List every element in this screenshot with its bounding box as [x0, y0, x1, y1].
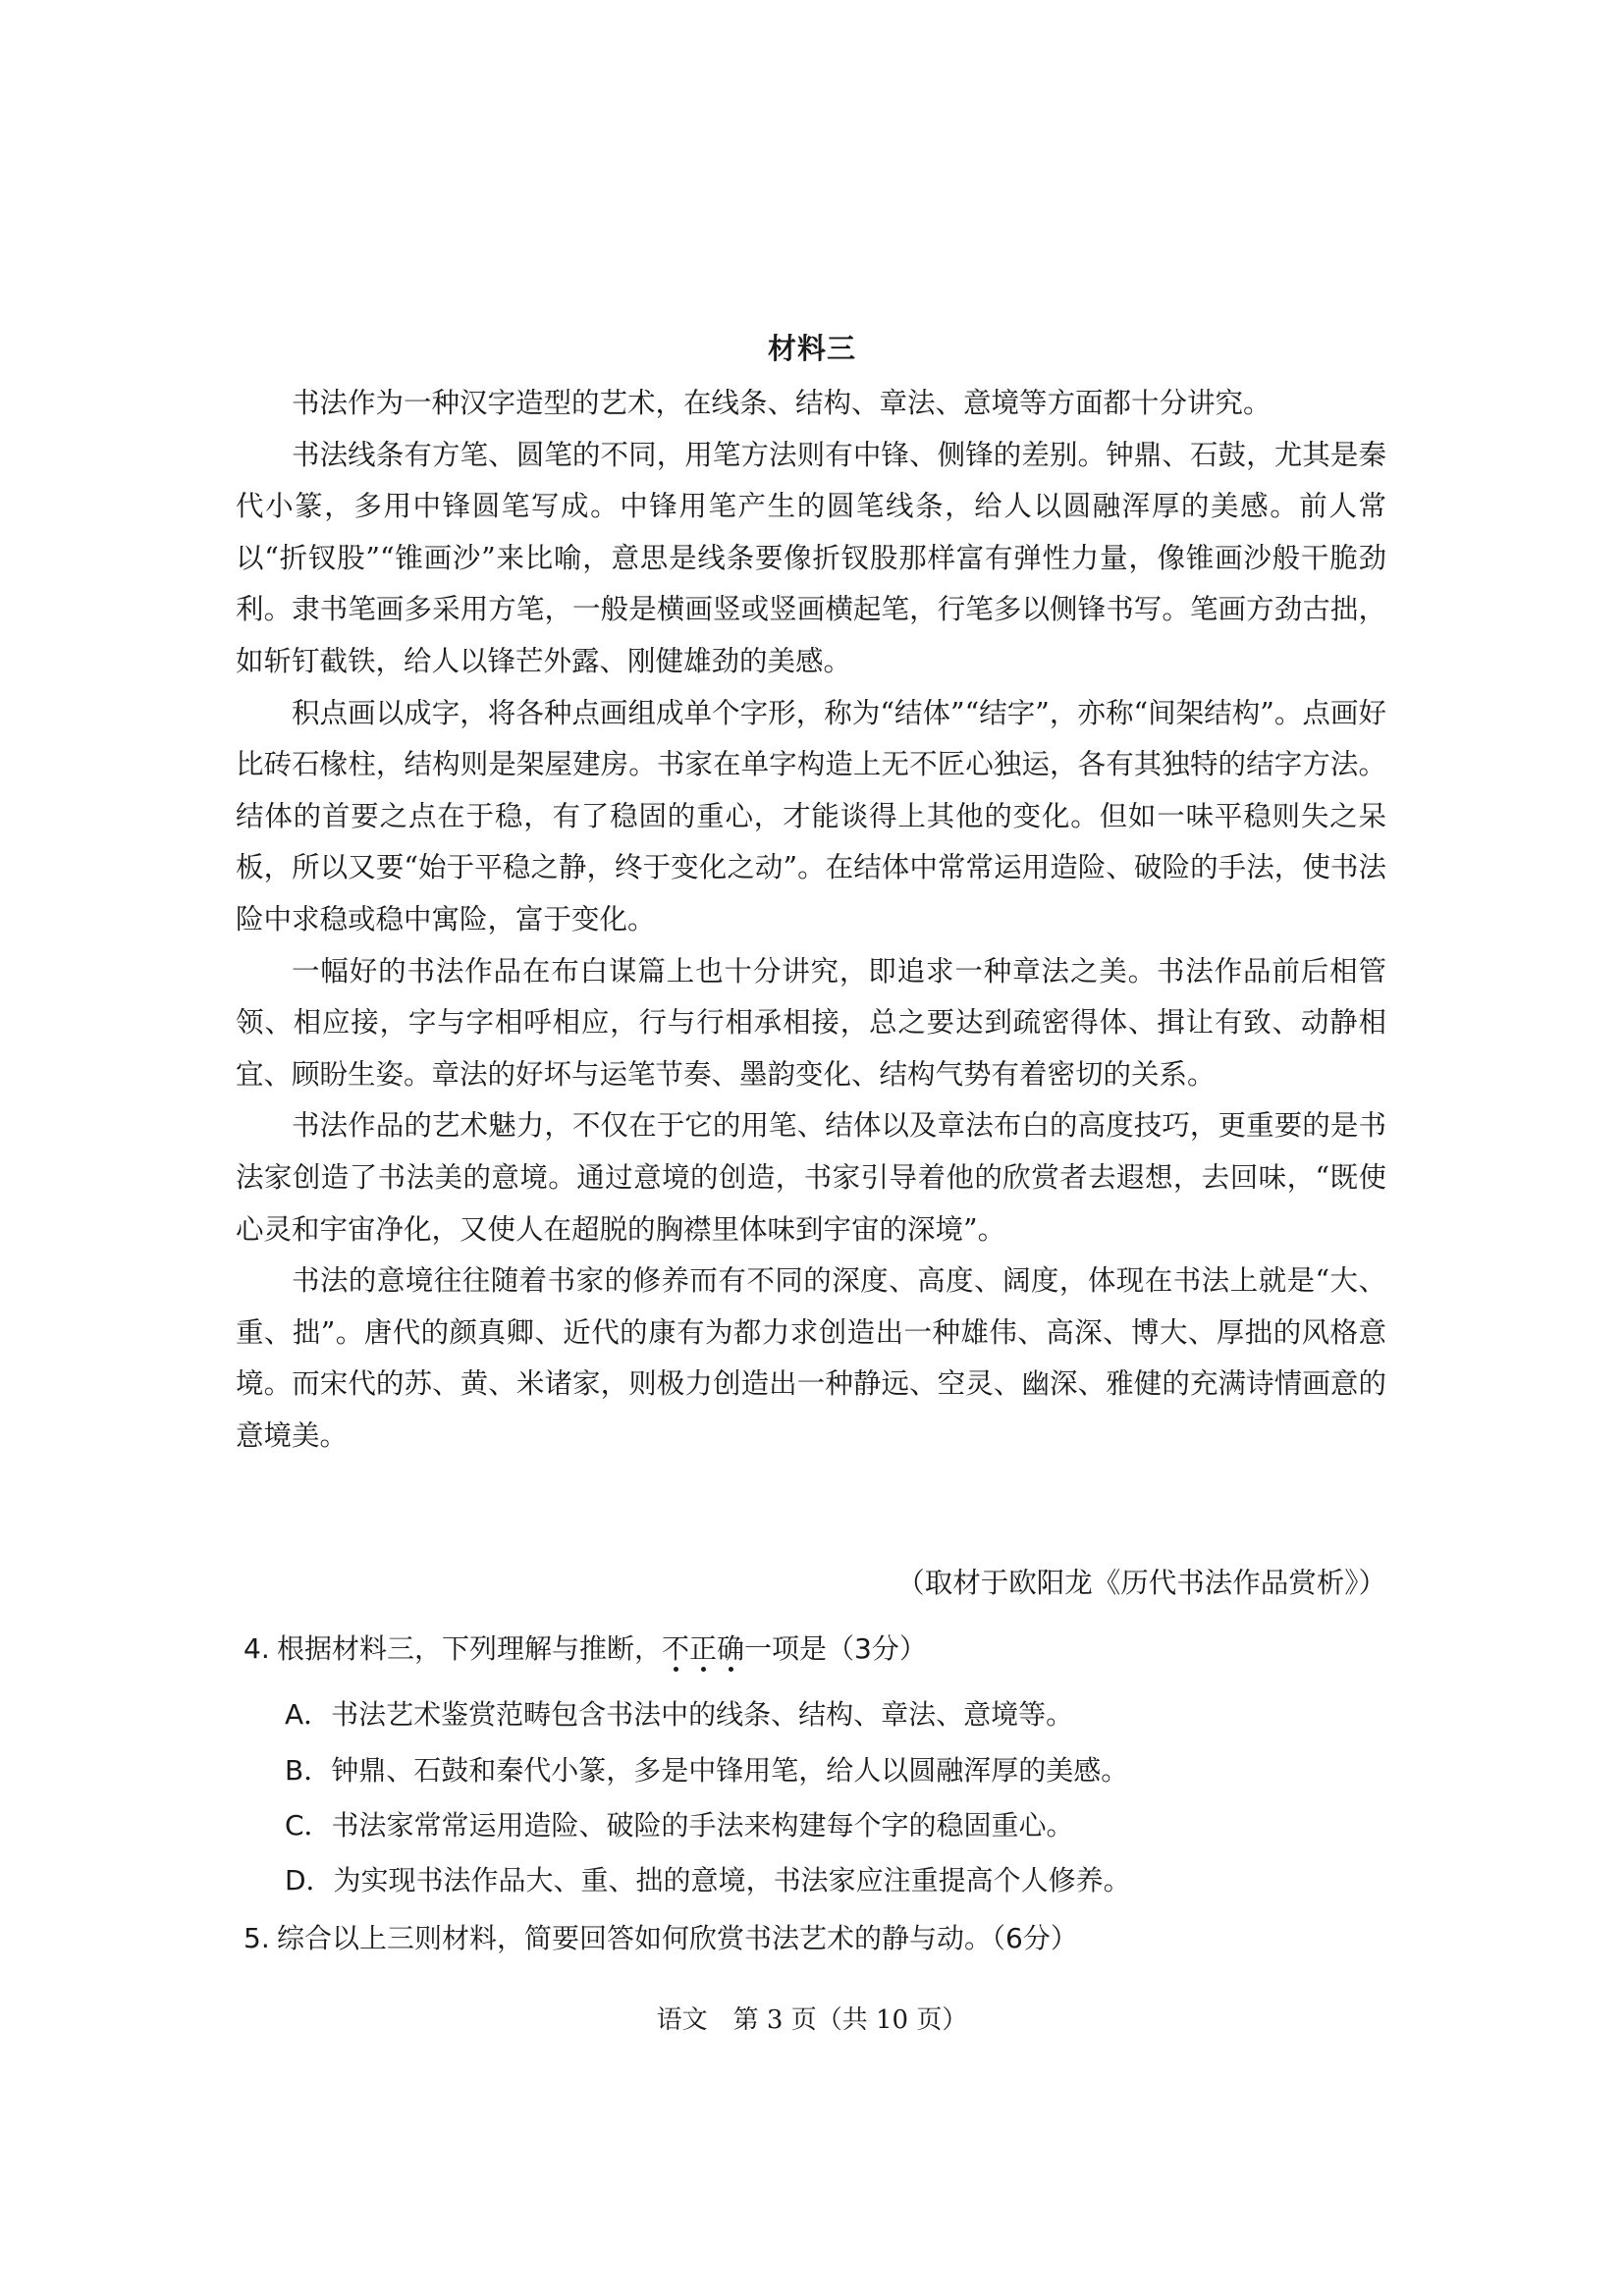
paragraph-5: 书法作品的艺术魅力，不仅在于它的用笔、结体以及章法布白的高度技巧，更重要的是书法家创造了书法美的意境。通过意境的创造，书家引导着他的欣赏者去遐想，去回味，“既使心灵和宇宙净化，又使人在超脱的胸襟里体味到宇宙的深境”。: [236, 1109, 1386, 1246]
paragraph-3: 积点画以成字，将各种点画组成单个字形，称为“结体”“结字”，亦称“间架结构”。点画好比砖石椽柱，结构则是架屋建房。书家在单字构造上无不匠心独运，各有其独特的结字方法。结体的首要之点在于稳，有了稳固的重心，才能谈得上其他的变化。但如一味平稳则失之呆板，所以又要“始于平稳之静，终于变化之动”。在结体中常常运用造险、破险的手法，使书法险中求稳或稳中寓险，富于变化。: [236, 696, 1386, 935]
source-citation: （取材于欧阳龙《历代书法作品赏析》）: [896, 1567, 1386, 1599]
material-body: [236, 378, 1386, 1462]
question-4-option-a: A．书法艺术鉴赏范畴包含书法中的线条、结构、章法、意境等。: [285, 1698, 1074, 1731]
question-5: [244, 1919, 1392, 1958]
question-4-option-b: B．钟鼎、石鼓和秦代小篆，多是中锋用笔，给人以圆融浑厚的美感。: [285, 1754, 1129, 1787]
paragraph-6: 书法的意境往往随着书家的修养而有不同的深度、高度、阔度，体现在书法上就是“大、重、拙”。唐代的颜真卿、近代的康有为都力求创造出一种雄伟、高深、博大、厚拙的风格意境。而宋代的苏、黄、米诸家，则极力创造出一种静远、空灵、幽深、雅健的充满诗情画意的意境美。: [236, 1264, 1386, 1452]
question-4-emphasis: [662, 1632, 744, 1665]
question-5-number: 5.: [244, 1922, 270, 1954]
question-4-text-before: 根据材料三，下列理解与推断，: [277, 1632, 663, 1665]
paragraph-2: 书法线条有方笔、圆笔的不同，用笔方法则有中锋、侧锋的差别。钟鼎、石鼓，尤其是秦代小篆，多用中锋圆笔写成。中锋用笔产生的圆笔线条，给人以圆融浑厚的美感。前人常以“折钗股”“锥画沙”来比喻，意思是线条要像折钗股那样富有弹性力量，像锥画沙般干脆劲利。隶书笔画多采用方笔，一般是横画竖或竖画横起笔，行笔多以侧锋书写。笔画方劲古拙，如斩钉截铁，给人以锋芒外露、刚健雄劲的美感。: [236, 438, 1386, 677]
question-4-option-c: C．书法家常常运用造险、破险的手法来构建每个字的稳固重心。: [285, 1809, 1074, 1842]
question-4-option-d: D．为实现书法作品大、重、拙的意境，书法家应注重提高个人修养。: [285, 1864, 1131, 1896]
question-4: [244, 1629, 1392, 1669]
question-4-number: 4.: [244, 1632, 270, 1665]
question-4-text-after: 一项是（3分）: [744, 1632, 927, 1665]
paragraph-4: 一幅好的书法作品在布白谋篇上也十分讲究，即追求一种章法之美。书法作品前后相管领、相应接，字与字相呼相应，行与行相承相接，总之要达到疏密得体、揖让有致、动静相宜、顾盼生姿。章法的好坏与运笔节奏、墨韵变化、结构气势有着密切的关系。: [236, 954, 1386, 1091]
emphasis-dots: [662, 1667, 744, 1673]
page-footer: 语文 第 3 页（共 10 页）: [656, 2005, 968, 2035]
section-title: 材料三: [767, 332, 856, 365]
question-4-emphasis-text: 不正确: [662, 1632, 745, 1665]
paragraph-1: 书法作为一种汉字造型的艺术，在线条、结构、章法、意境等方面都十分讲究。: [292, 387, 1272, 419]
question-5-text: 综合以上三则材料，简要回答如何欣赏书法艺术的静与动。（6分）: [277, 1922, 1078, 1954]
